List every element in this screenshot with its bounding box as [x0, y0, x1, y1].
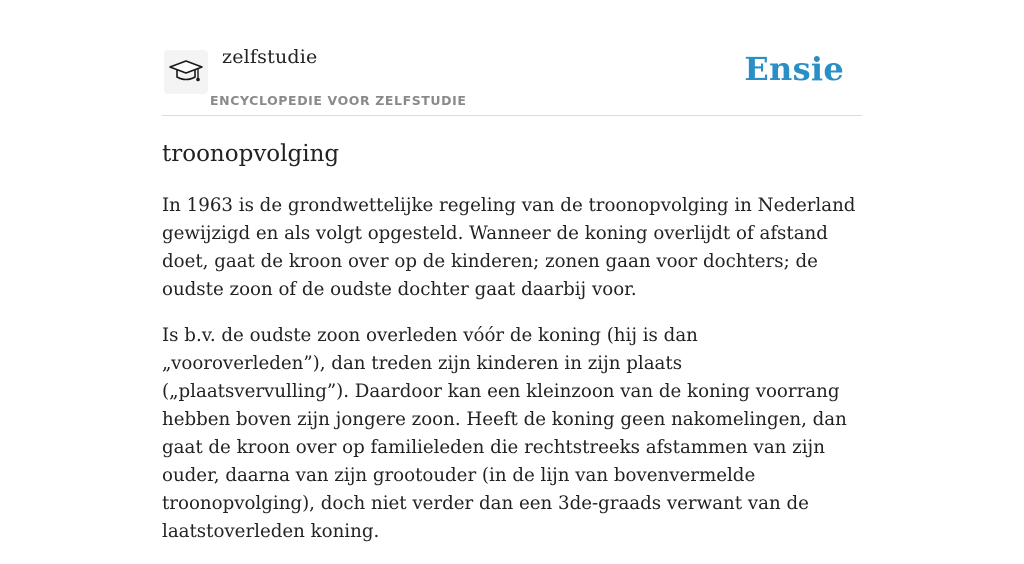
article-title: troonopvolging — [162, 141, 340, 167]
brand-logo-link[interactable]: Ensie — [744, 50, 844, 88]
site-logo[interactable] — [164, 50, 208, 94]
site-header — [162, 40, 862, 116]
article-paragraph: In 1963 is de grondwettelijke regeling van de troonopvolging in Nederland gewijzigd en als volgt opgesteld. Wanneer de koning overlijdt of afstand doet, gaat de kroon over op de kinderen; zonen gaan voor dochters; de oudste zoon of de oudste dochter gaat daarbij voor. — [162, 195, 856, 300]
site-title[interactable]: zelfstudie — [222, 46, 318, 68]
article-paragraph: Is b.v. de oudste zoon overleden vóór de koning (hij is dan „vooroverleden”), dan treden zijn kinderen in zijn plaats („plaatsvervulling”). Daardoor kan een kleinzoon van de koning voorrang hebben boven zijn jongere zoon. Heeft de koning geen nakomelingen, dan gaat de kroon over op familieleden die rechtstreeks afstammen van zijn ouder, daarna van zijn grootouder (in de lijn van bovenvermelde troonopvolging), doch niet verder dan een 3de-graads verwant van de laatstoverleden koning. — [162, 325, 847, 542]
article — [162, 136, 864, 564]
site-subtitle: ENCYCLOPEDIE VOOR ZELFSTUDIE — [210, 93, 467, 108]
